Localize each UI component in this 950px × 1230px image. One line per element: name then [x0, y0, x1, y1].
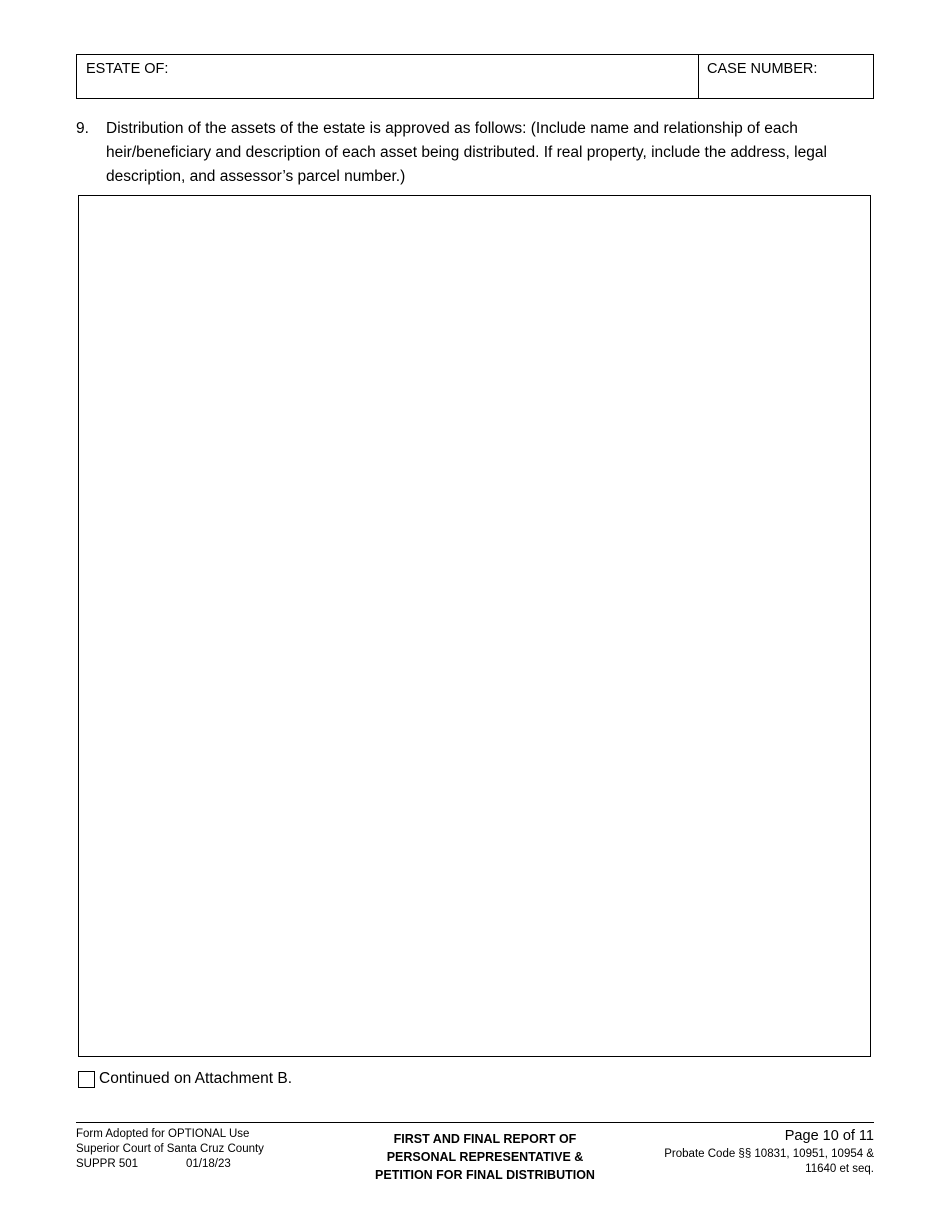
distribution-entry-box[interactable] — [78, 195, 871, 1057]
footer-adopted-line: Form Adopted for OPTIONAL Use — [76, 1128, 250, 1140]
footer-form-info — [76, 1127, 326, 1197]
footer-court-line: Superior Court of Santa Cruz County — [76, 1143, 264, 1155]
footer-citation-line-2: 11640 et seq. — [805, 1163, 874, 1175]
continued-attachment-checkbox[interactable] — [78, 1071, 95, 1088]
footer-form-code: SUPPR 501 — [76, 1158, 139, 1170]
continued-attachment-row — [78, 1070, 292, 1088]
footer-page-info — [644, 1127, 874, 1197]
footer-title-line-1: FIRST AND FINAL REPORT OF — [393, 1132, 577, 1146]
footer-form-title — [340, 1127, 630, 1197]
continued-attachment-label: Continued on Attachment B. — [99, 1070, 293, 1087]
item-9-block — [76, 117, 876, 189]
footer-page-number: Page 10 of 11 — [784, 1128, 874, 1144]
page-footer — [76, 1127, 874, 1197]
item-9-number: 9. — [76, 120, 89, 137]
case-number-label: CASE NUMBER: — [707, 61, 818, 77]
item-9-text: Distribution of the assets of the estate is approved as follows: (Include name and relationship of each heir/beneficiary and description of each asset being distributed. If real property, include the address, legal description, and assessor’s parcel number.) — [106, 120, 827, 185]
footer-revision-date: 01/18/23 — [186, 1158, 231, 1170]
footer-citation-line-1: Probate Code §§ 10831, 10951, 10954 & — [664, 1148, 874, 1160]
caption-table — [76, 54, 874, 99]
case-number-cell[interactable] — [699, 55, 873, 98]
estate-of-cell[interactable] — [77, 55, 699, 98]
footer-title-line-2: PERSONAL REPRESENTATIVE & — [386, 1150, 584, 1164]
estate-of-label: ESTATE OF: — [86, 61, 169, 77]
footer-title-line-3: PETITION FOR FINAL DISTRIBUTION — [375, 1168, 595, 1182]
footer-divider — [76, 1122, 874, 1123]
